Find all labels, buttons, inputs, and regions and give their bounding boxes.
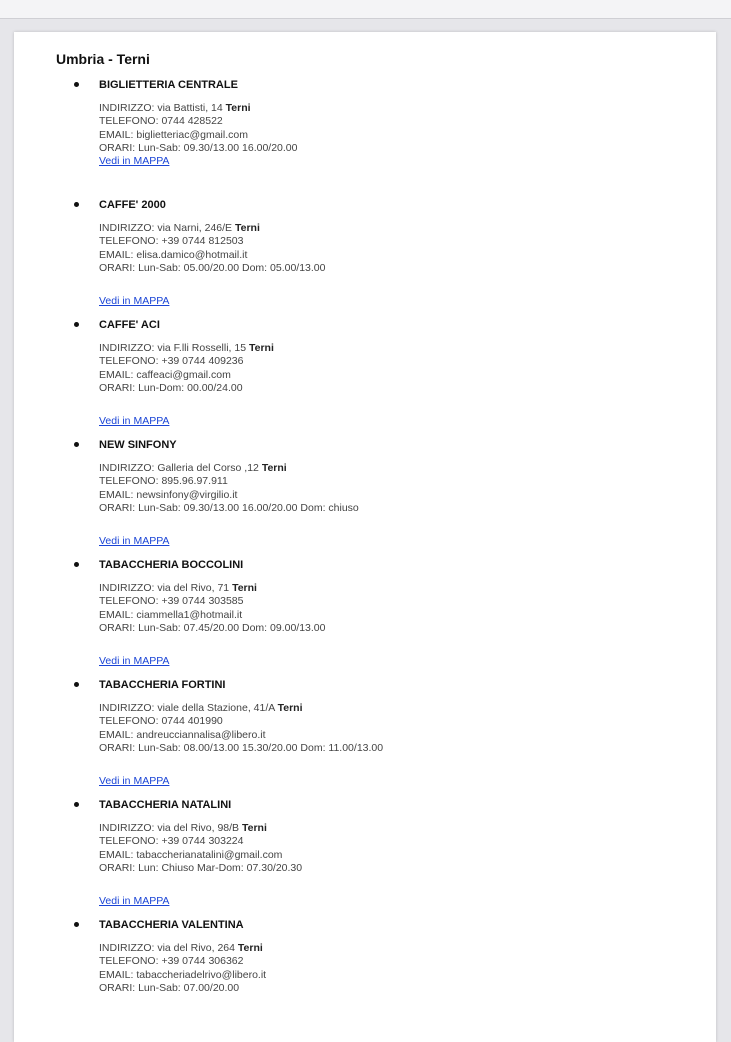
address-value: viale della Stazione, 41/A <box>157 702 275 714</box>
bullet-icon <box>74 682 79 687</box>
address-line <box>99 582 325 595</box>
email-value: ciammella1@hotmail.it <box>136 608 243 621</box>
email-label: EMAIL: <box>99 128 134 141</box>
phone-line <box>99 115 297 128</box>
email-line <box>99 729 383 742</box>
address-value: via del Rivo, 98/B <box>157 822 240 834</box>
store-item <box>14 679 716 789</box>
email-line <box>99 609 325 622</box>
address-label: INDIRIZZO: <box>99 102 155 114</box>
bullet-icon <box>74 562 79 567</box>
store-name: BIGLIETTERIA CENTRALE <box>99 79 238 91</box>
document-page <box>14 32 716 1042</box>
hours-label: ORARI: <box>99 741 136 754</box>
hours-line <box>99 502 359 515</box>
hours-line <box>99 742 383 755</box>
phone-line <box>99 955 266 968</box>
email-value: tabaccherianatalini@gmail.com <box>136 848 283 861</box>
email-value: caffeaci@gmail.com <box>136 368 231 381</box>
address-value: via del Rivo, 264 <box>157 942 235 954</box>
address-line <box>99 222 325 235</box>
store-details <box>99 102 297 155</box>
address-value: via del Rivo, 71 <box>157 582 230 594</box>
hours-value: Lun-Sab: 08.00/13.00 15.30/20.00 Dom: 11.00/13.00 <box>138 741 384 754</box>
store-details <box>99 462 359 515</box>
map-link[interactable]: Vedi in MAPPA <box>99 775 170 787</box>
email-line <box>99 129 297 142</box>
browser-top-bar <box>0 0 731 19</box>
email-line <box>99 249 325 262</box>
hours-label: ORARI: <box>99 141 136 154</box>
store-name: CAFFE' 2000 <box>99 199 166 211</box>
email-label: EMAIL: <box>99 248 134 261</box>
address-label: INDIRIZZO: <box>99 942 155 954</box>
map-link[interactable]: Vedi in MAPPA <box>99 295 170 307</box>
hours-line <box>99 862 302 875</box>
store-details <box>99 222 325 275</box>
email-value: newsinfony@virgilio.it <box>136 488 238 501</box>
hours-value: Lun-Sab: 09.30/13.00 16.00/20.00 Dom: chiuso <box>138 501 359 514</box>
store-name: CAFFE' ACI <box>99 319 160 331</box>
address-label: INDIRIZZO: <box>99 702 155 714</box>
city-value: Terni <box>232 582 257 594</box>
address-label: INDIRIZZO: <box>99 342 155 354</box>
email-value: tabaccheriadelrivo@libero.it <box>136 968 267 981</box>
hours-label: ORARI: <box>99 621 136 634</box>
phone-label: TELEFONO: <box>99 595 159 608</box>
address-label: INDIRIZZO: <box>99 462 155 474</box>
store-details <box>99 702 383 755</box>
email-label: EMAIL: <box>99 608 134 621</box>
email-label: EMAIL: <box>99 368 134 381</box>
email-label: EMAIL: <box>99 968 134 981</box>
hours-line <box>99 382 274 395</box>
city-value: Terni <box>241 822 267 834</box>
hours-label: ORARI: <box>99 861 136 874</box>
bullet-icon <box>74 442 79 447</box>
email-line <box>99 969 266 982</box>
phone-value: +39 0744 812503 <box>161 235 244 248</box>
email-label: EMAIL: <box>99 728 134 741</box>
phone-label: TELEFONO: <box>99 235 159 248</box>
city-value: Terni <box>248 342 274 354</box>
phone-value: 0744 401990 <box>161 715 223 728</box>
email-line <box>99 849 302 862</box>
phone-line <box>99 355 274 368</box>
phone-label: TELEFONO: <box>99 115 159 128</box>
address-value: via Narni, 246/E <box>157 222 233 234</box>
hours-label: ORARI: <box>99 981 136 994</box>
hours-label: ORARI: <box>99 501 136 514</box>
store-item <box>14 559 716 669</box>
bullet-icon <box>74 82 79 87</box>
phone-line <box>99 715 383 728</box>
city-value: Terni <box>237 942 263 954</box>
address-label: INDIRIZZO: <box>99 822 155 834</box>
hours-value: Lun-Dom: 00.00/24.00 <box>138 381 243 394</box>
store-name: TABACCHERIA BOCCOLINI <box>99 559 244 571</box>
hours-value: Lun-Sab: 05.00/20.00 Dom: 05.00/13.00 <box>138 261 326 274</box>
store-item <box>14 439 716 549</box>
bullet-icon <box>74 322 79 327</box>
phone-value: 0744 428522 <box>161 115 223 128</box>
store-item <box>14 319 716 429</box>
email-line <box>99 489 359 502</box>
map-link[interactable]: Vedi in MAPPA <box>99 895 170 907</box>
address-value: Galleria del Corso ,12 <box>157 462 259 474</box>
bullet-icon <box>74 922 79 927</box>
email-label: EMAIL: <box>99 848 134 861</box>
address-value: via Battisti, 14 <box>157 102 223 114</box>
hours-line <box>99 262 325 275</box>
email-value: andreucciannalisa@libero.it <box>136 728 266 741</box>
phone-label: TELEFONO: <box>99 475 159 488</box>
phone-label: TELEFONO: <box>99 835 159 848</box>
address-value: via F.lli Rosselli, 15 <box>157 342 247 354</box>
city-value: Terni <box>261 462 287 474</box>
bullet-icon <box>74 802 79 807</box>
phone-line <box>99 475 359 488</box>
store-item <box>14 919 716 1029</box>
address-line <box>99 342 274 355</box>
city-value: Terni <box>234 222 260 234</box>
hours-line <box>99 982 266 995</box>
store-item <box>14 199 716 309</box>
address-label: INDIRIZZO: <box>99 222 155 234</box>
hours-value: Lun-Sab: 09.30/13.00 16.00/20.00 <box>138 141 298 154</box>
store-name: TABACCHERIA VALENTINA <box>99 919 244 931</box>
phone-line <box>99 235 325 248</box>
phone-value: +39 0744 303224 <box>161 835 244 848</box>
phone-value: +39 0744 303585 <box>161 595 244 608</box>
bullet-icon <box>74 202 79 207</box>
phone-value: +39 0744 306362 <box>161 955 244 968</box>
map-link[interactable]: Vedi in MAPPA <box>99 655 170 667</box>
store-item <box>14 799 716 909</box>
hours-label: ORARI: <box>99 381 136 394</box>
map-link[interactable]: Vedi in MAPPA <box>99 155 170 167</box>
phone-value: +39 0744 409236 <box>161 355 244 368</box>
address-line <box>99 462 359 475</box>
phone-value: 895.96.97.911 <box>161 475 228 488</box>
store-details <box>99 822 302 875</box>
store-item <box>14 79 716 189</box>
address-label: INDIRIZZO: <box>99 582 155 594</box>
email-value: biglietteriac@gmail.com <box>136 128 248 141</box>
store-name: NEW SINFONY <box>99 439 177 451</box>
hours-value: Lun-Sab: 07.45/20.00 Dom: 09.00/13.00 <box>138 621 326 634</box>
email-value: elisa.damico@hotmail.it <box>136 248 248 261</box>
phone-label: TELEFONO: <box>99 955 159 968</box>
hours-value: Lun-Sab: 07.00/20.00 <box>138 981 240 994</box>
address-line <box>99 822 302 835</box>
address-line <box>99 942 266 955</box>
hours-line <box>99 142 297 155</box>
phone-label: TELEFONO: <box>99 715 159 728</box>
email-label: EMAIL: <box>99 488 134 501</box>
address-line <box>99 102 297 115</box>
store-details <box>99 942 266 995</box>
city-value: Terni <box>277 702 303 714</box>
phone-line <box>99 835 302 848</box>
map-link[interactable]: Vedi in MAPPA <box>99 535 170 547</box>
phone-line <box>99 595 325 608</box>
store-details <box>99 582 325 635</box>
hours-line <box>99 622 325 635</box>
store-details <box>99 342 274 395</box>
store-name: TABACCHERIA FORTINI <box>99 679 226 691</box>
hours-value: Lun: Chiuso Mar-Dom: 07.30/20.30 <box>138 861 303 874</box>
email-line <box>99 369 274 382</box>
map-link[interactable]: Vedi in MAPPA <box>99 415 170 427</box>
hours-label: ORARI: <box>99 261 136 274</box>
city-value: Terni <box>225 102 251 114</box>
phone-label: TELEFONO: <box>99 355 159 368</box>
store-name: TABACCHERIA NATALINI <box>99 799 232 811</box>
address-line <box>99 702 383 715</box>
section-title: Umbria - Terni <box>56 51 150 67</box>
